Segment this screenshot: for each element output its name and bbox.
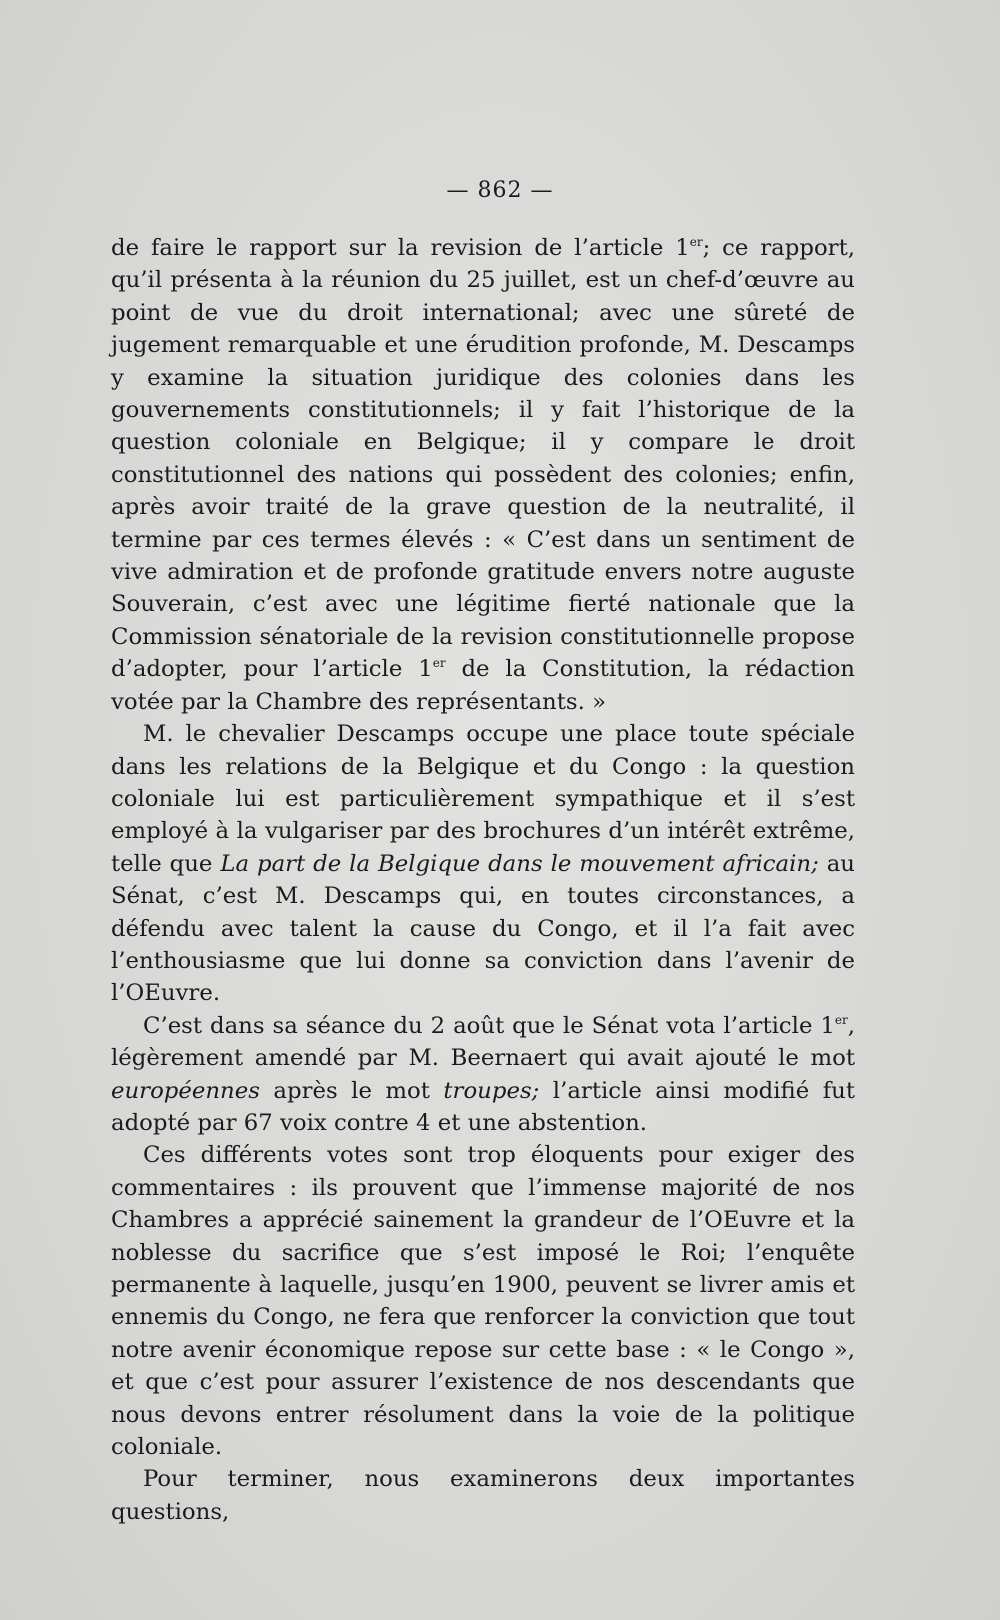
- text-run: , légèrement amendé par M. Beernaert qui avait ajouté le mot: [111, 1012, 855, 1072]
- text-run: M. le chevalier Descamps occupe une place toute spéciale dans les relations de la Belgique et du Congo : la question coloniale lui est particulièrement sympathique et il s’est employé à la vulgariser par des brochures d’un intérêt extrême, telle que: [111, 721, 855, 877]
- text-run: ; ce rapport, qu’il présenta à la réunion du 25 juillet, est un chef-d’œuvre au point de vue du droit international; avec une sûreté de jugement remarquable et une érudition profonde, M. Descamps y examine la situation juridique des colonies dans les gouvernements constitutionnels; il y fait l’historique de la question coloniale en Belgique; il y compare le droit constitutionnel des nations qui possèdent des colonies; enfin, après avoir traité de la grave question de la neutralité, il termine par ces termes élevés : « C’est dans un sentiment de vive admiration et de profonde gratitude envers notre auguste Souverain, c’est avec une légitime fierté nationale que la Commission sénatoriale de la revision constitutionnelle propose d’adopter, pour l’article 1: [111, 235, 855, 683]
- page-number: — 862 —: [446, 178, 554, 203]
- superscript: er: [432, 656, 446, 671]
- paragraph-4: [111, 1139, 855, 1463]
- text-run: de faire le rapport sur la revision de l’article 1: [111, 235, 690, 261]
- text-run: C’est dans sa séance du 2 août que le Sénat vota l’article 1: [143, 1012, 835, 1039]
- superscript: er: [689, 235, 703, 249]
- text-run: de la Constitution, la rédaction votée par la Chambre des représentants. »: [111, 656, 855, 715]
- text-run: Ces différents votes sont trop éloquents pour exiger des commentaires : ils prouvent que l’immense majorité de nos Chambres a apprécié sainement la grandeur de l’OEuvre et la noblesse du sacrifice que s’est imposé le Roi; l’enquête permanente à laquelle, jusqu’en 1900, peuvent se livrer amis et ennemis du Congo, ne fera que renforcer la conviction que tout notre avenir économique repose sur cette base : « le Congo », et que c’est pour assurer l’existence de nos descendants que nous devons entrer résolument dans la voie de la politique coloniale.: [111, 1142, 855, 1461]
- italic-word: européennes: [111, 1077, 260, 1104]
- superscript: er: [834, 1012, 848, 1027]
- text-run: au Sénat, c’est M. Descamps qui, en toutes circonstances, a défendu avec talent la cause du Congo, et il l’a fait avec l’enthousiasme que lui donne sa conviction dans l’avenir de l’OEuvre.: [111, 850, 855, 1007]
- paragraph-1: [111, 232, 855, 718]
- text-run: l’article ainsi modifié fut adopté par 67 voix contre 4 et une abstention.: [111, 1077, 855, 1136]
- text-run: après le mot: [259, 1077, 444, 1104]
- italic-title: La part de la Belgique dans le mouvement africain;: [220, 850, 819, 877]
- italic-word: troupes;: [443, 1077, 540, 1104]
- paragraph-2: [111, 718, 855, 1010]
- paragraph-5: [111, 1463, 855, 1528]
- body-text: [111, 232, 855, 1528]
- paragraph-3: [111, 1010, 855, 1140]
- text-run: Pour terminer, nous examinerons deux importantes questions,: [111, 1466, 855, 1525]
